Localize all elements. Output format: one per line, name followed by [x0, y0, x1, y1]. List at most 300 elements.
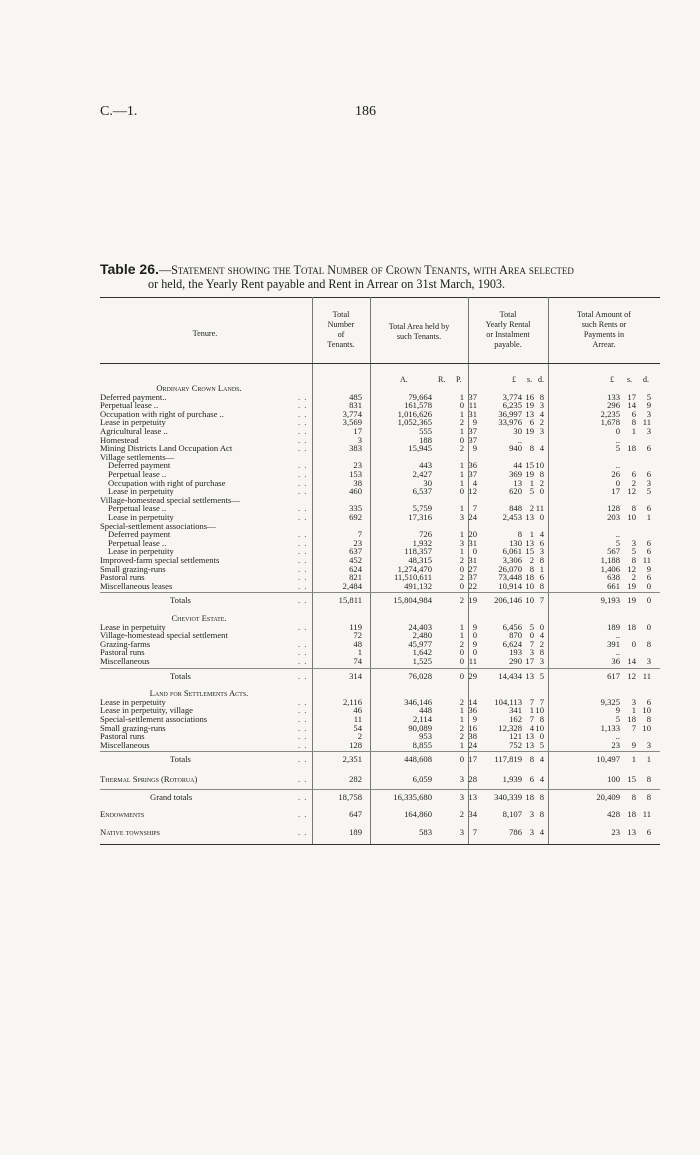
leader-dots: . .	[298, 705, 308, 716]
row-rule	[100, 668, 660, 669]
header-number: Total Number of Tenants.	[327, 310, 355, 349]
totals-row	[100, 595, 660, 605]
cell-s2: 1	[631, 426, 636, 436]
cell-s: 6	[529, 417, 534, 428]
cell-d2: 9	[646, 563, 651, 574]
cell-r: 2	[459, 443, 464, 454]
cell-a: 1,052,365	[397, 417, 432, 428]
cell-s2: 15	[627, 774, 636, 784]
cell-s: 19	[525, 426, 534, 436]
cell-a: 15,945	[408, 443, 432, 454]
cell-d2: 11	[642, 809, 651, 820]
table-row	[100, 827, 660, 837]
cell-d2: 3	[646, 739, 651, 750]
cell-r: 1	[459, 621, 464, 632]
cell-a: 6,537	[412, 486, 432, 497]
cell-r: 0	[459, 647, 464, 658]
cell-p: 24	[468, 739, 477, 750]
cell-d2: 6	[646, 546, 651, 557]
cell-l: 44	[513, 460, 522, 471]
cell-n: 74	[353, 656, 362, 666]
cell-n: 3	[357, 434, 362, 445]
cell-p: 38	[468, 731, 477, 742]
header-rental: Total Yearly Rental or Instalment payable.	[485, 310, 531, 349]
cell-r: 2	[459, 417, 464, 428]
cell-d: 2	[539, 638, 544, 649]
leader-dots: . .	[298, 647, 308, 658]
cell-d: 8	[539, 647, 544, 658]
cell-l2: 5	[615, 537, 620, 548]
cell-n: 637	[349, 546, 362, 557]
cell-d: 10	[535, 722, 544, 733]
row-label: Deferred payment	[108, 460, 171, 471]
cell-r: 0	[459, 434, 464, 445]
cell-l2: 1,406	[600, 563, 620, 574]
cell-d2: 6	[646, 537, 651, 548]
leader-dots: . .	[298, 503, 308, 514]
cell-l: 6,235	[502, 400, 522, 411]
cell-a: 1,932	[412, 537, 432, 548]
cell-n: 485	[349, 391, 362, 402]
cell-l: 130	[509, 537, 522, 548]
cell-l: 30	[513, 426, 522, 436]
cell-n: 7	[357, 529, 362, 540]
cell-s2: 6	[631, 408, 636, 419]
cell-s: 13	[525, 537, 534, 548]
cell-n: 23	[353, 537, 362, 548]
cell-l2: 391	[607, 638, 620, 649]
cell-d2: 5	[646, 486, 651, 497]
cell-s: 3	[529, 647, 534, 658]
cell-d: 4	[539, 529, 544, 540]
cell-l2: 1,678	[600, 417, 620, 428]
cell-l2: 2,235	[600, 408, 620, 419]
cell-l: 1,939	[502, 774, 522, 784]
cell-d: 10	[535, 460, 544, 471]
unit-shillings: s.	[527, 375, 533, 384]
cell-s: 8	[529, 443, 534, 454]
cell-d2: 1	[646, 754, 651, 765]
leader-dots: . .	[298, 731, 308, 742]
cell-a: 2,480	[412, 630, 432, 641]
cell-p: 11	[468, 400, 477, 411]
cell-s: 13	[525, 731, 534, 742]
leader-dots: . .	[298, 546, 308, 557]
cell-d: 3	[539, 546, 544, 557]
cell-s: 7	[529, 696, 534, 707]
cell-l: 341	[509, 705, 522, 716]
cell-s2: 8	[631, 555, 636, 565]
cell-d: 4	[539, 826, 544, 837]
cell-l2: 296	[607, 400, 620, 411]
cell-a: 164,860	[404, 809, 432, 820]
cell-l2: 638	[607, 572, 620, 583]
cell-n: 2,116	[342, 696, 362, 707]
leader-dots: . .	[298, 434, 308, 445]
cell-d2: 1	[646, 512, 651, 522]
cell-r: 1	[459, 426, 464, 436]
row-rule	[100, 592, 660, 593]
cell-s: 4	[529, 722, 534, 733]
cell-a: 79,664	[408, 391, 432, 402]
cell-l: 752	[509, 739, 522, 750]
cell-s: 10	[525, 580, 534, 591]
cell-n: 692	[349, 512, 362, 522]
row-label: Lease in perpetuity	[100, 417, 166, 428]
row-label: Pastoral runs	[100, 647, 145, 658]
page-header	[100, 104, 660, 124]
cell-s2: 10	[627, 512, 636, 522]
cell-l2: 203	[607, 512, 620, 522]
cell-p: 16	[468, 722, 477, 733]
row-label: Grazing-farms	[100, 638, 151, 649]
cell-s2: 1	[631, 754, 636, 765]
cell-p: 24	[468, 512, 477, 522]
cell-d: 11	[535, 503, 544, 514]
cell-r: 1	[459, 739, 464, 750]
cell-p: 37	[468, 426, 477, 436]
leader-dots: . .	[298, 696, 308, 707]
cell-p: 20	[468, 529, 477, 540]
row-label: Grand totals	[150, 791, 193, 802]
cell-r: 3	[459, 512, 464, 522]
header-tenure: Tenure.	[192, 329, 218, 338]
leader-dots: . .	[298, 621, 308, 632]
cell-l: 3,774	[502, 391, 522, 402]
cell-l2: ..	[615, 647, 620, 658]
leader-dots: . .	[298, 572, 308, 583]
leader-dots: . .	[298, 443, 308, 454]
leader-dots: . .	[298, 408, 308, 419]
unit-pence: d.	[643, 375, 649, 384]
cell-n: 48	[353, 638, 362, 649]
row-label: Pastoral runs	[100, 731, 145, 742]
cell-a: 346,146	[404, 696, 432, 707]
cell-l2: 0	[615, 477, 620, 488]
cell-n: 452	[349, 555, 362, 565]
row-label: Lease in perpetuity	[108, 546, 174, 557]
cell-l2: 9	[615, 705, 620, 716]
cell-d2: 9	[646, 400, 651, 411]
cell-p: 31	[468, 555, 477, 565]
cell-s: 7	[529, 638, 534, 649]
leader-dots: . .	[298, 638, 308, 649]
cell-a: 76,028	[408, 670, 432, 681]
cell-l: 117,819	[494, 754, 522, 765]
cell-l2: 1,133	[600, 722, 620, 733]
grand-totals-row	[100, 792, 660, 802]
cell-r: 0	[459, 400, 464, 411]
row-label: Lease in perpetuity	[100, 696, 166, 707]
cell-d2: 0	[646, 595, 651, 606]
cell-s2: 8	[631, 417, 636, 428]
cell-s: 19	[525, 400, 534, 411]
cell-n: 282	[349, 774, 362, 784]
cell-s: 13	[525, 512, 534, 522]
cell-n: 119	[349, 621, 362, 632]
row-label: Perpetual lease ..	[108, 503, 167, 514]
leader-dots: . .	[298, 426, 308, 436]
cell-s2: 18	[627, 809, 636, 820]
page-number: 186	[355, 104, 376, 119]
cell-a: 118,357	[404, 546, 432, 557]
cell-l: 6,061	[502, 546, 522, 557]
cell-l2: 5	[615, 443, 620, 454]
cell-a: 726	[419, 529, 432, 540]
leader-dots: . .	[298, 714, 308, 724]
cell-d: 6	[539, 537, 544, 548]
cell-p: 9	[472, 621, 477, 632]
cell-d: 7	[539, 595, 544, 606]
row-rule	[100, 751, 660, 752]
cell-s2: 13	[627, 826, 636, 837]
leader-dots: . .	[298, 563, 308, 574]
cell-s: 13	[525, 408, 534, 419]
header-area: Total Area held by such Tenants.	[388, 322, 450, 341]
unit-pence: d.	[538, 375, 544, 384]
row-label: Deferred payment	[108, 529, 171, 540]
leader-dots: . .	[298, 774, 308, 784]
cell-s2: 9	[631, 739, 636, 750]
cell-s: 13	[525, 739, 534, 750]
row-label: Totals	[170, 670, 191, 681]
cell-s2: 7	[631, 722, 636, 733]
cell-a: 161,578	[404, 400, 432, 411]
cell-l2: 133	[607, 391, 620, 402]
cell-n: 2	[357, 731, 362, 742]
cell-d2: 6	[646, 503, 651, 514]
cell-n: 2,351	[342, 754, 362, 765]
cell-a: 11,510,611	[393, 572, 432, 583]
cell-n: 460	[349, 486, 362, 497]
cell-a: 17,316	[408, 512, 432, 522]
cell-r: 2	[459, 572, 464, 583]
leader-dots: . .	[298, 417, 308, 428]
section-title: Land for Settlements Acts.	[149, 688, 249, 699]
table-row	[100, 774, 660, 784]
cell-n: 3,774	[342, 408, 362, 419]
cell-s: 17	[525, 656, 534, 666]
cell-s2: 8	[631, 791, 636, 802]
cell-n: 128	[349, 739, 362, 750]
cell-n: 831	[349, 400, 362, 411]
cell-d2: 6	[646, 469, 651, 479]
cell-r: 1	[459, 477, 464, 488]
cell-p: 0	[472, 630, 477, 641]
cell-p: 34	[468, 809, 477, 820]
cell-a: 448,608	[404, 754, 432, 765]
cell-p: 19	[468, 595, 477, 606]
row-label: Occupation with right of purchase ..	[100, 408, 224, 419]
cell-s2: 1	[631, 705, 636, 716]
cell-s2: 0	[631, 638, 636, 649]
cell-a: 448	[419, 705, 432, 716]
cell-s: 15	[525, 546, 534, 557]
cell-a: 24,403	[408, 621, 432, 632]
cell-p: 31	[468, 408, 477, 419]
cell-l: 3,306	[502, 555, 522, 565]
cell-d: 7	[539, 696, 544, 707]
cell-s: 5	[529, 621, 534, 632]
row-label: Small grazing-runs	[100, 563, 166, 574]
row-label: Perpetual lease ..	[100, 400, 159, 411]
cell-s: 15	[525, 460, 534, 471]
cell-a: 5,759	[412, 503, 432, 514]
row-label: Totals	[170, 754, 191, 765]
cell-s2: 18	[627, 443, 636, 454]
cell-l: 620	[509, 486, 522, 497]
row-label: Lease in perpetuity	[108, 512, 174, 522]
cell-s: 3	[529, 826, 534, 837]
cell-a: 30	[423, 477, 432, 488]
cell-l: 14,434	[498, 670, 522, 681]
cell-p: 4	[472, 477, 477, 488]
cell-r: 3	[459, 826, 464, 837]
cell-s2: 19	[627, 580, 636, 591]
series-code: C.—1.	[100, 104, 138, 119]
cell-d: 2	[539, 417, 544, 428]
cell-l: 10,914	[498, 580, 522, 591]
cell-r: 0	[459, 486, 464, 497]
cell-p: 36	[468, 705, 477, 716]
cell-n: 189	[349, 826, 362, 837]
cell-l: 940	[509, 443, 522, 454]
cell-r: 3	[459, 537, 464, 548]
cell-p: 22	[468, 580, 477, 591]
cell-d2: 8	[646, 791, 651, 802]
caption-line-1: —Statement showing the Total Number of Crown Tenants, with Area selected	[158, 263, 574, 277]
cell-l: 786	[509, 826, 522, 837]
cell-p: 17	[468, 754, 477, 765]
cell-a: 2,114	[412, 714, 432, 724]
cell-d: 0	[539, 621, 544, 632]
cell-d2: 10	[642, 722, 651, 733]
cell-r: 2	[459, 809, 464, 820]
cell-s2: 17	[627, 391, 636, 402]
cell-s: 16	[525, 391, 534, 402]
cell-s: 8	[529, 754, 534, 765]
cell-d: 0	[539, 731, 544, 742]
cell-l2: 100	[607, 774, 620, 784]
cell-r: 1	[459, 630, 464, 641]
row-label: Miscellaneous	[100, 656, 150, 666]
cell-l2: ..	[615, 630, 620, 641]
cell-l2: 0	[615, 426, 620, 436]
cell-d2: 0	[646, 621, 651, 632]
cell-d: 8	[539, 714, 544, 724]
cell-p: 14	[468, 696, 477, 707]
bottom-rule	[100, 844, 660, 845]
header-arrear: Total Amount of such Rents or Payments in Arrear.	[576, 310, 631, 349]
cell-p: 7	[472, 503, 477, 514]
cell-p: 37	[468, 469, 477, 479]
cell-l2: 23	[611, 826, 620, 837]
cell-r: 2	[459, 696, 464, 707]
cell-a: 1,525	[412, 656, 432, 666]
cell-n: 624	[349, 563, 362, 574]
cell-r: 1	[459, 705, 464, 716]
cell-r: 2	[459, 595, 464, 606]
cell-p: 28	[468, 774, 477, 784]
cell-d: 3	[539, 656, 544, 666]
cell-l: 13	[513, 477, 522, 488]
cell-d: 4	[539, 754, 544, 765]
cell-d: 6	[539, 572, 544, 583]
cell-d2: 5	[646, 391, 651, 402]
cell-d: 10	[535, 705, 544, 716]
unit-pounds: £	[610, 375, 614, 384]
table-row	[100, 809, 660, 819]
cell-s2: 18	[627, 621, 636, 632]
cell-l: 870	[509, 630, 522, 641]
cell-l2: ..	[615, 731, 620, 742]
header-rule	[100, 363, 660, 364]
cell-a: 953	[419, 731, 432, 742]
leader-dots: . .	[298, 460, 308, 471]
leader-dots: . .	[298, 580, 308, 591]
cell-n: 54	[353, 722, 362, 733]
cell-s2: 12	[627, 563, 636, 574]
cell-r: 1	[459, 714, 464, 724]
cell-r: 2	[459, 638, 464, 649]
row-label: Village settlements—	[100, 451, 175, 462]
cell-s: 18	[525, 791, 534, 802]
cell-r: 0	[459, 563, 464, 574]
unit-pounds: £	[512, 375, 516, 384]
row-label: Lease in perpetuity	[100, 621, 166, 632]
cell-r: 1	[459, 529, 464, 540]
cell-d: 5	[539, 739, 544, 750]
cell-n: 23	[353, 460, 362, 471]
cell-a: 188	[419, 434, 432, 445]
cell-l: 36,997	[498, 408, 522, 419]
cell-s: 2	[529, 555, 534, 565]
leader-dots: . .	[298, 754, 308, 765]
table-row	[100, 656, 660, 666]
cell-l2: ..	[615, 529, 620, 540]
leader-dots: . .	[298, 512, 308, 522]
cell-s: 18	[525, 572, 534, 583]
row-label: Special-settlement associations	[100, 714, 208, 724]
cell-l: 104,113	[494, 696, 522, 707]
cell-s2: 8	[631, 503, 636, 514]
cell-d: 8	[539, 791, 544, 802]
row-label: Lease in perpetuity, village	[100, 705, 193, 716]
cell-a: 8,855	[412, 739, 432, 750]
leader-dots: . .	[298, 739, 308, 750]
cell-n: 38	[353, 477, 362, 488]
row-label: Perpetual lease ..	[108, 537, 167, 548]
cell-s: 2	[529, 503, 534, 514]
cell-s2: 2	[631, 477, 636, 488]
cell-d: 3	[539, 426, 544, 436]
cell-r: 2	[459, 555, 464, 565]
cell-d2: 6	[646, 696, 651, 707]
cell-s2: 5	[631, 546, 636, 557]
leader-dots: . .	[298, 400, 308, 411]
table-caption	[100, 262, 660, 291]
leader-dots: . .	[298, 529, 308, 540]
leader-dots: . .	[298, 791, 308, 802]
cell-r: 1	[459, 469, 464, 479]
cell-a: 583	[419, 826, 432, 837]
cell-d2: 3	[646, 408, 651, 419]
cell-d: 8	[539, 809, 544, 820]
cell-d: 8	[539, 555, 544, 565]
cell-d: 8	[539, 391, 544, 402]
totals-row	[100, 671, 660, 681]
cell-l2: 428	[607, 809, 620, 820]
